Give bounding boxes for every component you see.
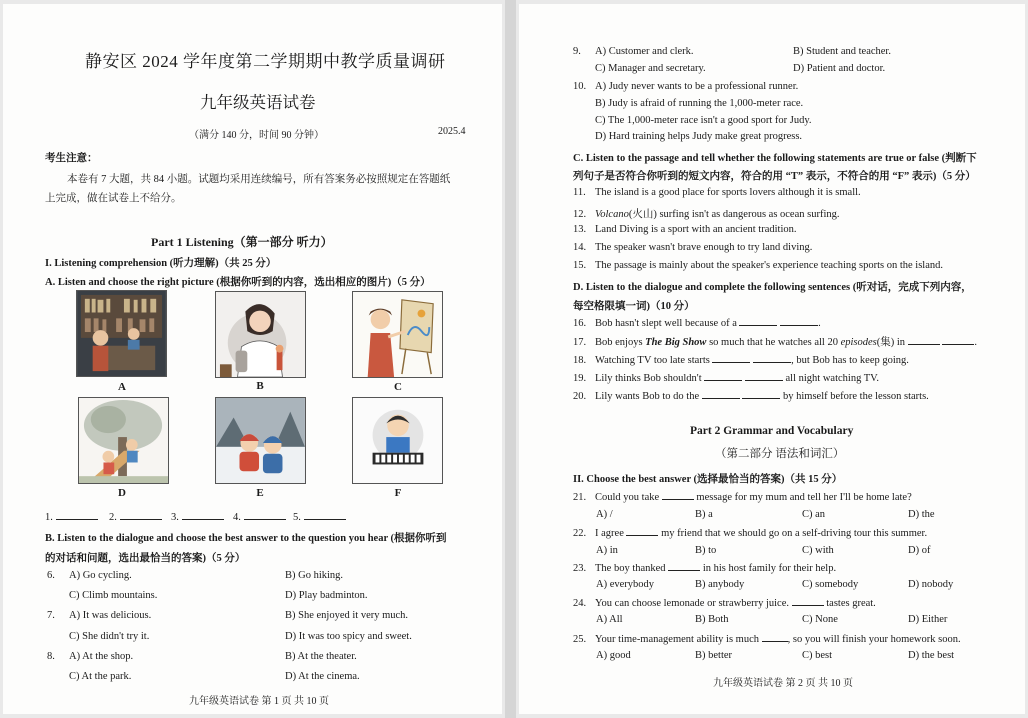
picture-label-a: A bbox=[118, 381, 126, 393]
picture-f bbox=[352, 397, 443, 484]
fill-text: all night watching TV. bbox=[785, 373, 880, 384]
option-a[interactable]: A) It was delicious. bbox=[69, 610, 152, 621]
question-number: 21. bbox=[573, 492, 587, 503]
statement-12 bbox=[573, 206, 840, 221]
question-text: my friend that we should go on a self-driving tour this summer. bbox=[661, 528, 928, 539]
question-number: 15. bbox=[573, 260, 587, 271]
statement-text: Land Diving is a sport with an ancient tradition. bbox=[595, 224, 797, 235]
fill-text: . bbox=[818, 318, 821, 329]
question-number: 11. bbox=[573, 187, 586, 198]
fill-blank[interactable] bbox=[739, 316, 777, 326]
fill-18 bbox=[573, 353, 909, 366]
part2-title: Part 2 Grammar and Vocabulary bbox=[690, 425, 854, 437]
picture-f-illustration bbox=[353, 398, 442, 483]
answer-blank-4[interactable] bbox=[233, 510, 286, 523]
answer-blank[interactable] bbox=[792, 596, 824, 606]
picture-a-illustration bbox=[77, 291, 166, 376]
question-10-option-d[interactable]: D) Hard training helps Judy make great progress. bbox=[595, 131, 803, 142]
question-24-option-a[interactable]: A) All bbox=[596, 614, 623, 625]
question-25 bbox=[573, 632, 961, 645]
fill-text: by himself before the lesson starts. bbox=[783, 391, 929, 402]
exam-date: 2025.4 bbox=[438, 126, 466, 137]
statement-15 bbox=[573, 260, 943, 271]
question-24 bbox=[573, 596, 876, 609]
question-text: Your time-management ability is much bbox=[595, 634, 759, 645]
answer-blank-3[interactable] bbox=[171, 510, 224, 523]
fill-blank[interactable] bbox=[780, 316, 818, 326]
question-22-option-a[interactable]: A) in bbox=[596, 545, 618, 556]
question-22 bbox=[573, 526, 927, 539]
picture-label-f: F bbox=[394, 487, 402, 499]
answer-blank[interactable] bbox=[626, 526, 658, 536]
answer-line[interactable] bbox=[120, 510, 162, 520]
picture-label-d: D bbox=[118, 487, 126, 499]
picture-c-illustration bbox=[353, 292, 442, 377]
fill-blank[interactable] bbox=[942, 335, 974, 345]
question-9-option-b[interactable]: B) Student and teacher. bbox=[793, 46, 891, 57]
exam-page-1 bbox=[3, 4, 502, 714]
question-9 bbox=[573, 46, 694, 57]
exam-title: 静安区 2024 学年度第二学期期中教学质量调研 bbox=[85, 52, 446, 71]
question-9-option-c[interactable]: C) Manager and secretary. bbox=[595, 63, 706, 74]
question-24-option-c[interactable]: C) None bbox=[802, 614, 838, 625]
question-number: 20. bbox=[573, 391, 587, 402]
question-number: 23. bbox=[573, 563, 587, 574]
question-text: , so you will finish your homework soon. bbox=[787, 634, 961, 645]
page-gutter bbox=[505, 0, 516, 718]
question-text: I agree bbox=[595, 528, 624, 539]
answer-line[interactable] bbox=[56, 510, 98, 520]
fill-blank[interactable] bbox=[742, 389, 780, 399]
question-22-option-b[interactable]: B) to bbox=[695, 545, 717, 556]
question-24-option-b[interactable]: B) Both bbox=[695, 614, 729, 625]
picture-b-illustration bbox=[216, 292, 305, 377]
fill-text: Lily thinks Bob shouldn't bbox=[595, 373, 702, 384]
section-b-line-2: 的对话和问题，选出最恰当的答案)（5 分） bbox=[45, 553, 246, 564]
answer-blank-1[interactable] bbox=[45, 510, 98, 523]
picture-label-e: E bbox=[256, 487, 264, 499]
page-footer: 九年级英语试卷 第 1 页 共 10 页 bbox=[189, 696, 329, 707]
question-6 bbox=[47, 570, 132, 581]
question-10-option-c[interactable]: C) The 1,000-meter race isn't a good sport for Judy. bbox=[595, 115, 812, 126]
section-c-line-1: C. Listen to the passage and tell whether the following statements are true or false (判断下 bbox=[573, 153, 977, 164]
score-info: （满分 140 分，时间 90 分钟） bbox=[189, 130, 324, 141]
question-number: 9. bbox=[573, 46, 581, 57]
question-text: tastes great. bbox=[826, 598, 876, 609]
fill-text: . bbox=[974, 337, 977, 348]
question-number: 6. bbox=[47, 570, 55, 581]
page-footer: 九年级英语试卷 第 2 页 共 10 页 bbox=[713, 678, 853, 689]
fill-text: , but Bob has to keep going. bbox=[791, 355, 909, 366]
question-number: 22. bbox=[573, 528, 587, 539]
statement-11 bbox=[573, 187, 861, 198]
question-8 bbox=[47, 651, 133, 662]
question-21-option-d[interactable]: D) the bbox=[908, 509, 935, 520]
question-7-option-c[interactable]: C) She didn't try it. bbox=[69, 631, 150, 642]
question-6-option-b[interactable]: B) Go hiking. bbox=[285, 570, 344, 581]
statement-text: The passage is mainly about the speaker's experience teaching sports on the island. bbox=[595, 260, 943, 271]
question-number: 16. bbox=[573, 318, 587, 329]
question-6-option-c[interactable]: C) Climb mountains. bbox=[69, 590, 158, 601]
question-8-option-c[interactable]: C) At the park. bbox=[69, 671, 132, 682]
fill-italic: episodes bbox=[840, 337, 877, 348]
question-text: The boy thanked bbox=[595, 563, 666, 574]
question-number: 14. bbox=[573, 242, 587, 253]
question-number: 24. bbox=[573, 598, 587, 609]
statement-text: (火山) surfing isn't as dangerous as ocean surfing. bbox=[628, 209, 840, 220]
fill-text: (集) in bbox=[876, 337, 906, 348]
question-8-option-d[interactable]: D) At the cinema. bbox=[285, 671, 360, 682]
statement-italic: Volcano bbox=[595, 209, 629, 220]
question-22-option-c[interactable]: C) with bbox=[802, 545, 834, 556]
question-25-option-a[interactable]: A) good bbox=[596, 650, 631, 661]
question-23-option-c[interactable]: C) somebody bbox=[802, 579, 859, 590]
picture-d-illustration bbox=[79, 398, 168, 483]
question-text: Could you take bbox=[595, 492, 660, 503]
section-c-line-2: 列句子是否符合你听到的短文内容，符合的用 “T” 表示，不符合的用 “F” 表示)（5 分） bbox=[573, 171, 976, 182]
fill-17 bbox=[573, 334, 977, 349]
answer-number: 2. bbox=[109, 512, 117, 523]
question-text: You can choose lemonade or strawberry juice. bbox=[595, 598, 789, 609]
question-25-option-c[interactable]: C) best bbox=[802, 650, 833, 661]
question-text: message for my mum and tell her I'll be home late? bbox=[696, 492, 912, 503]
notice-heading: 考生注意： bbox=[45, 153, 98, 164]
answer-line[interactable] bbox=[244, 510, 286, 520]
question-number: 8. bbox=[47, 651, 55, 662]
show-title: The Big Show bbox=[645, 337, 707, 348]
answer-number: 1. bbox=[45, 512, 53, 523]
question-number: 7. bbox=[47, 610, 55, 621]
picture-c bbox=[352, 291, 443, 378]
fill-20 bbox=[573, 389, 929, 402]
section-b-line-1: B. Listen to the dialogue and choose the best answer to the question you hear (根据你听到 bbox=[45, 533, 447, 544]
question-7-option-b[interactable]: B) She enjoyed it very much. bbox=[285, 610, 409, 621]
fill-19 bbox=[573, 371, 879, 384]
question-21-option-b[interactable]: B) a bbox=[695, 509, 713, 520]
question-10-option-b[interactable]: B) Judy is afraid of running the 1,000-meter race. bbox=[595, 98, 804, 109]
option-a[interactable]: A) Judy never wants to be a professional runner. bbox=[595, 81, 799, 92]
question-8-option-b[interactable]: B) At the theater. bbox=[285, 651, 357, 662]
answer-blank-2[interactable] bbox=[109, 510, 162, 523]
question-number: 10. bbox=[573, 81, 587, 92]
fill-blank[interactable] bbox=[745, 371, 783, 381]
answer-blank[interactable] bbox=[762, 632, 788, 642]
picture-a bbox=[76, 290, 167, 377]
fill-text: Watching TV too late starts bbox=[595, 355, 710, 366]
answer-blank[interactable] bbox=[668, 561, 700, 571]
fill-blank[interactable] bbox=[908, 335, 940, 345]
fill-text: so much that he watches all 20 bbox=[709, 337, 838, 348]
question-23-option-a[interactable]: A) everybody bbox=[596, 579, 655, 590]
question-7 bbox=[47, 610, 151, 621]
option-a[interactable]: A) At the shop. bbox=[69, 651, 134, 662]
part1-title: Part 1 Listening（第一部分 听力） bbox=[151, 235, 333, 249]
answer-blank-5[interactable] bbox=[293, 510, 346, 523]
fill-blank[interactable] bbox=[712, 353, 750, 363]
question-number: 13. bbox=[573, 224, 587, 235]
statement-text: The speaker wasn't brave enough to try land diving. bbox=[595, 242, 813, 253]
exam-subtitle: 九年级英语试卷 bbox=[200, 93, 316, 112]
question-7-option-d[interactable]: D) It was too spicy and sweet. bbox=[285, 631, 412, 642]
fill-blank[interactable] bbox=[704, 371, 742, 381]
fill-text: Lily wants Bob to do the bbox=[595, 391, 700, 402]
question-text: in his host family for their help. bbox=[702, 563, 837, 574]
question-number: 25. bbox=[573, 634, 587, 645]
exam-page-2 bbox=[519, 4, 1025, 714]
part2-subtitle: （第二部分 语法和词汇） bbox=[715, 448, 845, 460]
answer-number: 4. bbox=[233, 512, 241, 523]
question-21-option-a[interactable]: A) / bbox=[596, 509, 613, 520]
question-24-option-d[interactable]: D) Either bbox=[908, 614, 948, 625]
question-number: 18. bbox=[573, 355, 587, 366]
question-23-option-b[interactable]: B) anybody bbox=[695, 579, 745, 590]
question-21-option-c[interactable]: C) an bbox=[802, 509, 826, 520]
notice-line-1: 本卷有 7 大题，共 84 小题。试题均采用连续编号，所有答案务必按照规定在答题纸 bbox=[67, 174, 451, 185]
picture-label-c: C bbox=[394, 381, 402, 393]
answer-number: 5. bbox=[293, 512, 301, 523]
statement-13 bbox=[573, 224, 797, 235]
picture-e-illustration bbox=[216, 398, 305, 483]
answer-line[interactable] bbox=[304, 510, 346, 520]
answer-line[interactable] bbox=[182, 510, 224, 520]
fill-blank[interactable] bbox=[702, 389, 740, 399]
question-23-option-d[interactable]: D) nobody bbox=[908, 579, 954, 590]
fill-text: Bob hasn't slept well because of a bbox=[595, 318, 737, 329]
fill-16 bbox=[573, 316, 821, 329]
answer-blank[interactable] bbox=[662, 490, 694, 500]
statement-14 bbox=[573, 242, 812, 253]
notice-line-2: 上完成，做在试卷上不给分。 bbox=[45, 193, 182, 204]
fill-text: Bob enjoys bbox=[595, 337, 643, 348]
section-d-line-2: 每空格限填一词)（10 分） bbox=[573, 301, 695, 312]
picture-e bbox=[215, 397, 306, 484]
question-21 bbox=[573, 490, 912, 503]
section-a-heading: A. Listen and choose the right picture (根据你听到的内容，选出相应的图片)（5 分） bbox=[45, 277, 431, 288]
question-9-option-d[interactable]: D) Patient and doctor. bbox=[793, 63, 886, 74]
fill-blank[interactable] bbox=[753, 353, 791, 363]
picture-label-b: B bbox=[256, 380, 264, 392]
question-number: 19. bbox=[573, 373, 587, 384]
section-i-heading: I. Listening comprehension (听力理解)（共 25 分） bbox=[45, 258, 277, 269]
answer-number: 3. bbox=[171, 512, 179, 523]
section-d-line-1: D. Listen to the dialogue and complete the following sentences (听对话，完成下列内容， bbox=[573, 282, 972, 293]
section-ii-heading: II. Choose the best answer (选择最恰当的答案)（共 15 分） bbox=[573, 474, 843, 485]
question-number: 12. bbox=[573, 209, 587, 220]
question-22-option-d[interactable]: D) of bbox=[908, 545, 931, 556]
question-6-option-d[interactable]: D) Play badminton. bbox=[285, 590, 368, 601]
question-25-option-b[interactable]: B) better bbox=[695, 650, 733, 661]
statement-text: The island is a good place for sports lovers although it is small. bbox=[595, 187, 861, 198]
picture-d bbox=[78, 397, 169, 484]
option-a[interactable]: A) Go cycling. bbox=[69, 570, 132, 581]
option-a[interactable]: A) Customer and clerk. bbox=[595, 46, 694, 57]
picture-b bbox=[215, 291, 306, 378]
question-10 bbox=[573, 81, 798, 92]
question-23 bbox=[573, 561, 836, 574]
question-number: 17. bbox=[573, 337, 587, 348]
question-25-option-d[interactable]: D) the best bbox=[908, 650, 955, 661]
